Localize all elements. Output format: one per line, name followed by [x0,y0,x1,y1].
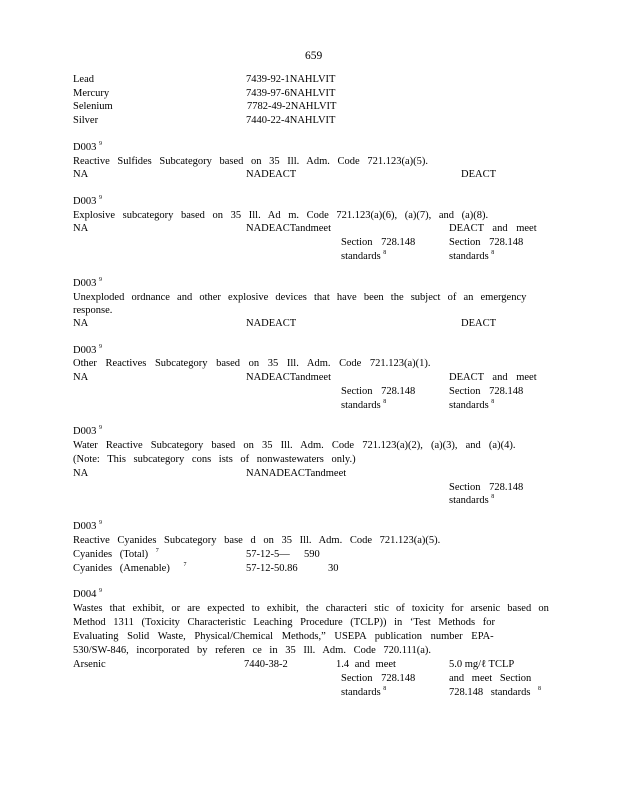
treatment-cell: DEACT [461,318,496,329]
treatment-cell: NADEACTandmeet [246,223,331,234]
footnote-marker: 8 [491,250,495,256]
waste-code: D003 $^9$ [73,520,102,532]
footnote-marker: 9 [98,520,102,526]
cas-number: 57-12-5— [246,549,290,560]
treatment-cell: DEACT and meet [449,223,537,234]
waste-code: D003 $^9$ [73,141,102,153]
treatment-cell: DEACT [461,169,496,180]
standards-label: standards $^8$ [341,250,387,262]
footnote-marker: 9 [98,588,102,594]
footnote-marker: 9 [98,344,102,350]
na-cell: NA [73,318,89,329]
footnote-marker: 7 [155,548,159,554]
ww-value: 30 [328,563,339,574]
waste-code: D003 $^9$ [73,425,102,437]
na-cell: NA [73,372,89,383]
footnote-marker: 8 [383,686,387,692]
constituent-name: Cyanides (Amenable) $^7$ [73,562,187,574]
standards-label: 728.148 standards $^8$ [449,686,542,698]
constituent-name: Cyanides (Total) $^7$ [73,548,159,560]
standards-label: standards $^8$ [449,399,495,411]
section-ref: Section 728.148 [341,673,416,684]
section-description: Reactive Sulfides Subcategory based on 35 Ill. Adm. Code 721.123(a)(5). [73,156,428,167]
section-ref: Section 728.148 [341,386,416,397]
footnote-marker: 8 [491,494,495,500]
section-description: 530/SW-846, incorporated by referen ce in 35 Ill. Adm. Code 720.111(a). [73,645,432,656]
cas-number: 7440-38-2 [244,659,288,670]
waste-code: D003 $^9$ [73,277,102,289]
treatment-cell: NADEACT [246,169,297,180]
section-description: Explosive subcategory based on 35 Ill. Ad m. Code 721.123(a)(6), (a)(7), and (a)(8). [73,210,489,221]
waste-code: D003 $^9$ [73,344,102,356]
cas-number: 57-12-50.86 [246,563,298,574]
treatment-cell: NANADEACTandmeet [246,468,347,479]
page-number: 659 [305,50,323,62]
section-description: response. [73,305,113,316]
standards-label: standards $^8$ [341,686,387,698]
section-note: (Note: This subcategory cons ists of nonwastewaters only.) [73,454,356,465]
na-cell: NA [73,223,89,234]
section-description: Reactive Cyanides Subcategory base d on 35 Ill. Adm. Code 721.123(a)(5). [73,535,441,546]
metal-code: 7439-97-6NAHLVIT [246,88,336,99]
metal-name: Mercury [73,88,110,99]
footnote-marker: 8 [538,686,542,692]
standards-label: standards $^8$ [449,494,495,506]
treatment-cell: DEACT and meet [449,372,537,383]
footnote-marker: 9 [98,195,102,201]
treatment-cell: NADEACTandmeet [246,372,331,383]
na-cell: NA [73,169,89,180]
metal-code: 7782-49-2NAHLVIT [247,101,337,112]
metal-name: Lead [73,74,94,85]
footnote-marker: 7 [183,562,187,568]
metal-code: 7439-92-1NAHLVIT [246,74,336,85]
metal-name: Silver [73,115,99,126]
section-ref: Section 728.148 [341,237,416,248]
section-ref: Section 728.148 [449,237,524,248]
metal-name: Selenium [73,101,113,112]
section-ref: and meet Section [449,673,532,684]
constituent-name: Arsenic [73,659,106,670]
footnote-marker: 8 [491,399,495,405]
ww-value: 1.4 and meet [336,659,396,670]
footnote-marker: 9 [98,141,102,147]
waste-code: D004 $^9$ [73,588,102,600]
footnote-marker: 8 [383,250,387,256]
standards-label: standards $^8$ [341,399,387,411]
section-ref: Section 728.148 [449,386,524,397]
section-description: Other Reactives Subcategory based on 35 Ill. Adm. Code 721.123(a)(1). [73,358,431,369]
section-description: Method 1311 (Toxicity Characteristic Leaching Procedure (TCLP)) in ‘Test Methods for [73,617,495,628]
footnote-marker: 9 [98,277,102,283]
footnote-marker: 8 [383,399,387,405]
footnote-marker: 9 [98,425,102,431]
nww-value: 5.0 mg/ℓ TCLP [449,659,515,670]
ww-value: 590 [304,549,320,560]
standards-label: standards $^8$ [449,250,495,262]
section-description: Water Reactive Subcategory based on 35 Ill. Adm. Code 721.123(a)(2), (a)(3), and (a)(4). [73,440,516,451]
section-description: Unexploded ordnance and other explosive devices that have been the subject of an emergency [73,292,527,303]
section-description: Evaluating Solid Waste, Physical/Chemical Methods,” USEPA publication number EPA- [73,631,494,642]
treatment-cell: NADEACT [246,318,297,329]
metal-code: 7440-22-4NAHLVIT [246,115,336,126]
section-ref: Section 728.148 [449,482,524,493]
waste-code: D003 $^9$ [73,195,102,207]
section-description: Wastes that exhibit, or are expected to exhibit, the characteri stic of toxicity for arsenic based on [73,603,549,614]
na-cell: NA [73,468,89,479]
